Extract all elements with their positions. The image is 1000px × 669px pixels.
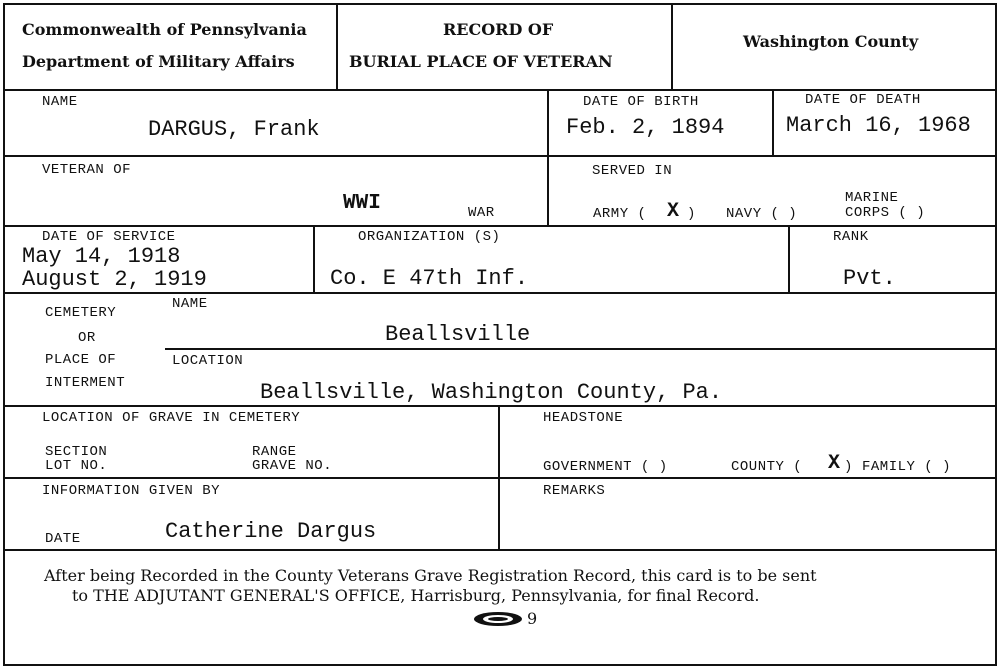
value-date-of-birth: Feb. 2, 1894: [566, 115, 725, 140]
border-bottom: [3, 664, 996, 666]
rule-v-org: [313, 225, 315, 293]
label-cemetery: CEMETERY: [45, 305, 117, 321]
rule-v-dod: [772, 89, 774, 156]
label-war: WAR: [468, 205, 495, 221]
label-section: SECTION: [45, 444, 108, 460]
rule-header: [3, 89, 996, 91]
value-service-end: August 2, 1919: [22, 267, 207, 292]
form-number: 9: [527, 609, 538, 628]
label-army-close: ): [687, 206, 696, 222]
label-date-of-death: DATE OF DEATH: [805, 92, 921, 108]
header-title-line1: RECORD OF: [443, 20, 554, 39]
label-lot-no: LOT NO.: [45, 458, 108, 474]
header-org-line1: Commonwealth of Pennsylvania: [22, 20, 307, 39]
value-organization: Co. E 47th Inf.: [330, 266, 529, 291]
label-veteran-of: VETERAN OF: [42, 162, 132, 178]
label-county-close: ): [844, 459, 853, 475]
rule-service-row: [3, 292, 996, 294]
label-location-of-grave: LOCATION OF GRAVE IN CEMETERY: [42, 410, 301, 426]
value-date-of-death: March 16, 1968: [786, 113, 971, 138]
rule-veteran-row: [3, 225, 996, 227]
header-county: Washington County: [743, 32, 919, 51]
value-war: WWI: [343, 192, 381, 215]
label-organization: ORGANIZATION (S): [358, 229, 501, 245]
union-label-icon: [473, 611, 523, 627]
label-grave-no: GRAVE NO.: [252, 458, 333, 474]
rule-v-rank: [788, 225, 790, 293]
label-place-of: PLACE OF: [45, 352, 117, 368]
label-marine-line2: CORPS ( ): [845, 205, 926, 221]
label-date: DATE: [45, 531, 81, 547]
border-top: [3, 3, 996, 5]
value-cemetery-location: Beallsville, Washington County, Pa.: [260, 380, 723, 405]
rule-name-row: [3, 155, 996, 157]
label-headstone: HEADSTONE: [543, 410, 624, 426]
header-org-line2: Department of Military Affairs: [22, 52, 295, 71]
label-interment: INTERMENT: [45, 375, 126, 391]
label-info-given-by: INFORMATION GIVEN BY: [42, 483, 221, 499]
label-marine-line1: MARINE: [845, 190, 899, 206]
value-informant: Catherine Dargus: [165, 519, 377, 544]
label-served-in: SERVED IN: [592, 163, 673, 179]
value-county-mark: X: [828, 452, 841, 475]
value-service-start: May 14, 1918: [22, 244, 181, 269]
label-name: NAME: [42, 94, 78, 110]
label-date-of-service: DATE OF SERVICE: [42, 229, 176, 245]
value-army-mark: X: [667, 200, 680, 223]
label-rank: RANK: [833, 229, 869, 245]
rule-v-dob: [547, 89, 549, 227]
label-army: ARMY (: [593, 206, 647, 222]
value-rank: Pvt.: [843, 266, 896, 291]
label-remarks: REMARKS: [543, 483, 606, 499]
rule-cemetery-mid: [165, 348, 996, 350]
rule-v-header-1: [336, 3, 338, 90]
label-family: FAMILY ( ): [862, 459, 952, 475]
label-date-of-birth: DATE OF BIRTH: [583, 94, 699, 110]
header-title-line2: BURIAL PLACE OF VETERAN: [349, 52, 613, 71]
label-cemetery-name: NAME: [172, 296, 208, 312]
label-location: LOCATION: [172, 353, 244, 369]
value-cemetery-name: Beallsville: [385, 322, 531, 347]
border-left: [3, 3, 5, 666]
value-name: DARGUS, Frank: [148, 117, 320, 142]
border-right: [995, 3, 997, 666]
label-government: GOVERNMENT ( ): [543, 459, 668, 475]
rule-v-headstone: [498, 405, 500, 550]
label-range: RANGE: [252, 444, 297, 460]
label-navy: NAVY ( ): [726, 206, 798, 222]
footer-line2: to THE ADJUTANT GENERAL'S OFFICE, Harrisburg, Pennsylvania, for final Record.: [72, 586, 760, 605]
label-county: COUNTY (: [731, 459, 803, 475]
footer-line1: After being Recorded in the County Veterans Grave Registration Record, this card is to be sent: [44, 566, 817, 585]
rule-v-header-2: [671, 3, 673, 90]
label-or: OR: [78, 330, 96, 346]
